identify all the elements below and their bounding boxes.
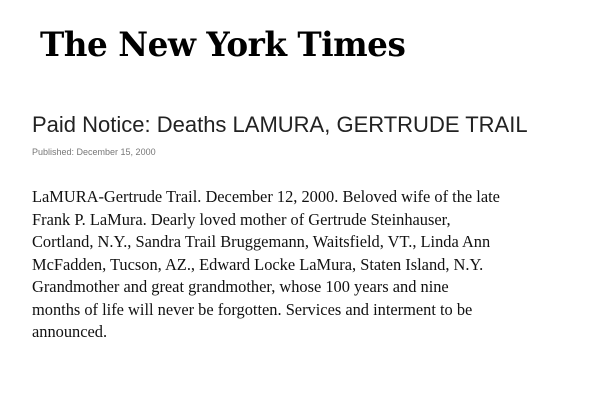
notice-line: Frank P. LaMura. Dearly loved mother of Gertrude Steinhauser, [32,209,451,229]
nyt-masthead-logo: The New York Times [40,25,406,65]
article-headline: Paid Notice: Deaths LAMURA, GERTRUDE TRAIL [32,112,528,137]
notice-line: months of life will never be forgotten. Services and interment to be [32,299,473,319]
notice-line: Cortland, N.Y., Sandra Trail Bruggemann, Waitsfield, VT., Linda Ann [32,232,491,251]
notice-line: Grandmother and great grandmother, whose 100 years and nine [32,277,449,296]
published-date: Published: December 15, 2000 [32,147,156,157]
notice-line: announced. [32,322,108,341]
notice-line: LaMURA-Gertrude Trail. December 12, 2000. Beloved wife of the late [32,187,500,206]
notice-line: McFadden, Tucson, AZ., Edward Locke LaMura, Staten Island, N.Y. [32,254,484,274]
notice-body [32,186,568,344]
